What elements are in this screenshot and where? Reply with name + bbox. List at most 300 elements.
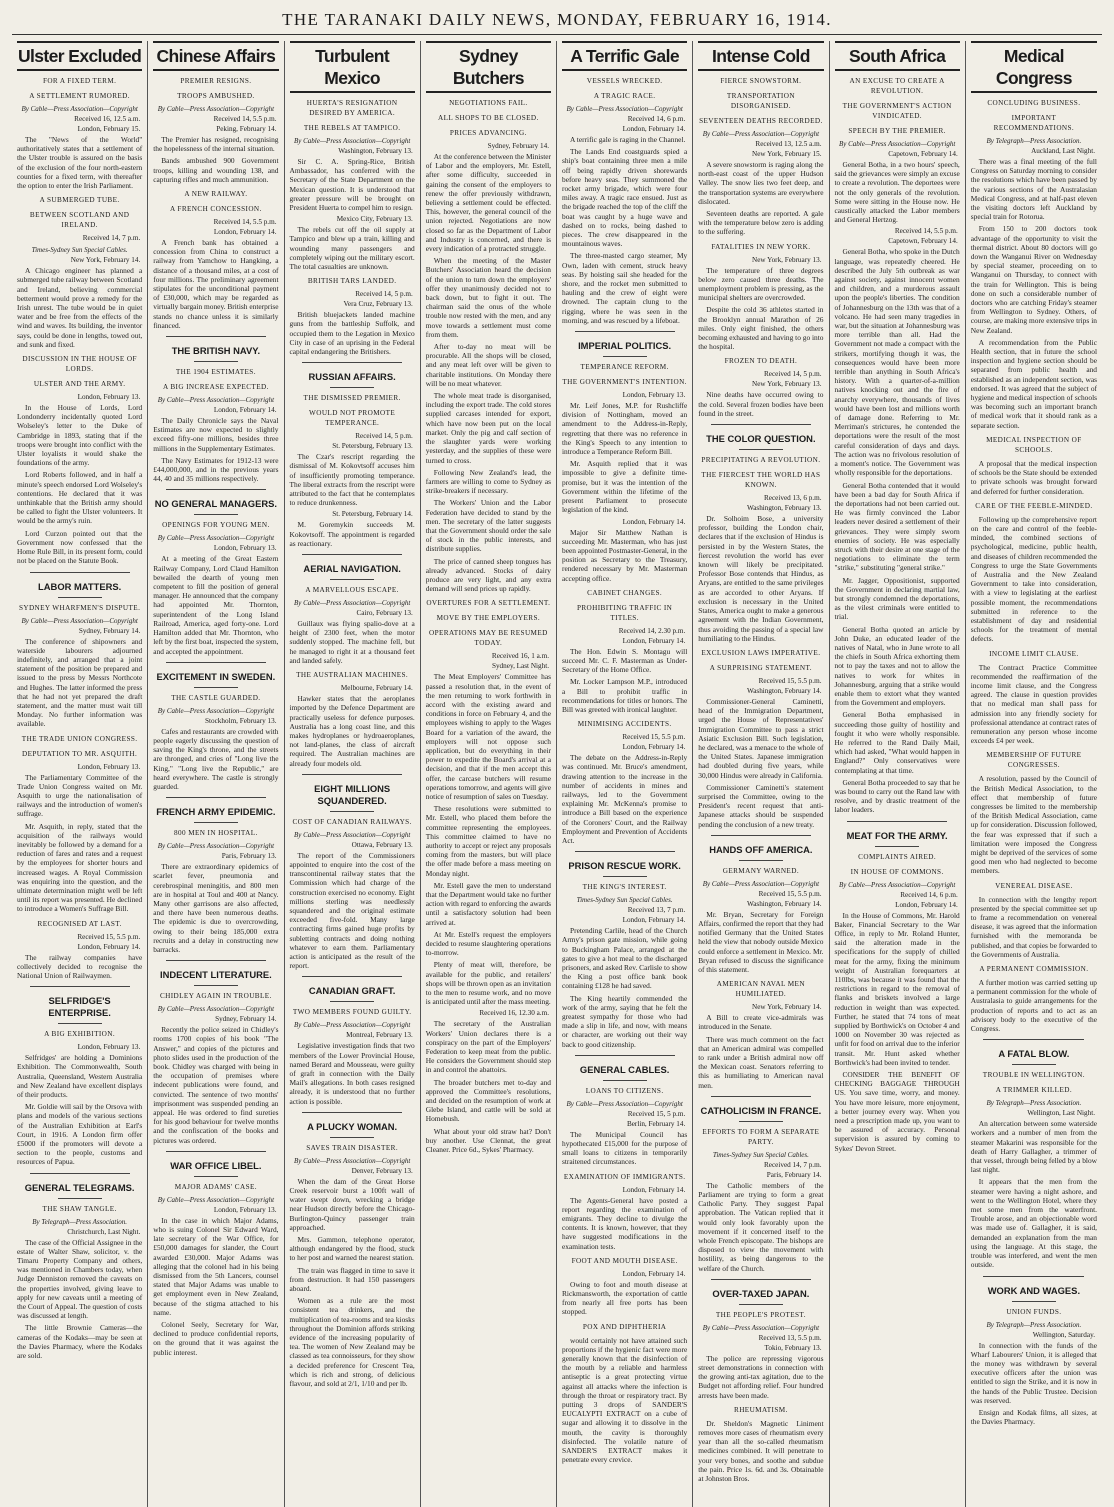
news-column — [285, 41, 421, 1507]
sub-headline: LOANS TO CITIZENS. — [585, 1086, 664, 1095]
section-headline: MEAT FOR THE ARMY. — [846, 829, 948, 841]
section-divider — [603, 1080, 647, 1081]
sub-headline: THE DISMISSED PREMIER. — [303, 394, 401, 403]
byline: By Cable—Press Association—Copyright — [293, 830, 411, 839]
section-divider — [603, 356, 647, 357]
byline: By Cable—Press Association—Copyright — [293, 1021, 411, 1030]
dateline: New York, February 15. — [752, 150, 822, 158]
article-paragraph: The price of canned sheep tongues has already advanced. Stocks of dairy produce are very light, and any extra demand will send prices up rapidly. — [425, 556, 551, 594]
section-headline: HANDS OFF AMERICA. — [709, 843, 813, 855]
section-divider — [30, 986, 130, 987]
article-paragraph: The Meat Employers' Committee has passed a resolution that, in the event of the men returning to work forthwith in accord with the existing award and conditions in force on February 4, and the employees wishing to apply to the Wages Board for a variation of the award, the employers will not oppose such application, but do everything in their power to expedite the Board's arrival at a decision, and that if the men accept this offer, the carcase butchers will resume operations tomorrow, and agents will give notice of resumption of sales on Tuesday. — [425, 672, 551, 801]
sub-headline: DISCUSSION IN THE HOUSE OF LORDS. — [22, 355, 137, 374]
article-paragraph: Women as a rule are the most consistent tea drinkers, and the multiplication of tea-rooms and tea kiosks throughout the Dominion affords striking evidence of the increasing popularity of tea. The women of New Zealand may be classed as tea connoisseurs, for they show a decided preference for Crescent Tea, which is rich and strong, of delicious flavour, and sold at 2/1, 1/10 and per lb. — [289, 1296, 415, 1389]
byline: By Cable—Press Association—Copyright — [157, 396, 275, 405]
sub-headline: OPENINGS FOR YOUNG MEN. — [162, 521, 270, 530]
article-paragraph: Mr. Bryan, Secretary for Foreign Affairs, confirmed the report that they had notified Germany that the United States held the view that nobody outside Mexico could enforce a settlement in Mexico. Mr. Bryan refused to discuss the significance of this statement. — [698, 909, 824, 974]
dateline: Washington, February 14. — [747, 899, 822, 908]
sub-headline: A BIG INCREASE EXPECTED. — [162, 383, 269, 392]
article-paragraph: The police are repressing vigorous street demonstrations in connection with the growing anti-tax agitation, due to the Budget not affording relief. Four hundred arrests have been made. — [698, 1353, 824, 1400]
dateline: London, February 14. — [622, 517, 686, 526]
section-divider — [58, 1198, 102, 1199]
dateline: London, February 14. — [895, 900, 958, 909]
sub-headline: A TRIMMER KILLED. — [995, 1086, 1073, 1095]
news-column — [830, 41, 966, 1507]
article-paragraph: A Bill to create vice-admirals was introduced in the Senate. — [698, 1013, 824, 1032]
news-column — [148, 41, 284, 1507]
sub-headline: COST OF CANADIAN RAILWAYS. — [292, 817, 412, 826]
sub-headline: PRICES ADVANCING. — [449, 129, 527, 137]
article-paragraph: After to-day no meat will be procurable. All the shops will be closed, and any meat left over will be given to charitable institutions. On Monday there will be no meat whatever. — [425, 342, 551, 388]
article-paragraph: Nine deaths have occurred owing to the cold. Several frozen bodies have been found in the street. — [698, 390, 824, 418]
article-paragraph: A French bank has obtained a concession from China to construct a railway from Yamchow to Hangking, a distance of a thousand miles, at a cost of four millions. The preliminary agreement stipulates for the unconditional payment of £30,000, which may be regarded as virtually bargain money. British enterprise stands no chance unless it is similarly financed. — [153, 238, 279, 330]
article-paragraph: The conference of shipowners and waterside labourers adjourned indefinitely, and arranged that a joint statement of the position be prepared and issued to the press by Messrs Northcote and Hughes. The latter informed the press that he had not yet prepared the draft statement, and the matter must wait till Monday. No further information was available. — [17, 636, 143, 729]
article-paragraph: The Municipal Council has hypothecated £15,000 for the purpose of small loans to citizens in temporarily straitened circumstances. — [562, 1129, 688, 1167]
article-paragraph: The "News of the World" authoritatively states that a settlement of the Ulster trouble is assured on the basis of the exclusion of the four north-eastern counties for a fixed term, with thereafter the option to enter the Irish Parliament. — [17, 135, 143, 191]
sub-headline: UNION FUNDS. — [1006, 1307, 1062, 1316]
article-paragraph: The case of the Official Assignee in the estate of Walter Shaw, solicitor, v. the Timaru Property Company and others, was mentioned in Chambers today, when Judge Denniston removed the caveats on the properties involved, giving leave to apply for new caveats until a meeting of the Court of Appeal. The question of costs was discussed at length. — [17, 1237, 143, 1321]
section-headline: SELFRIDGE'S ENTERPRISE. — [48, 995, 111, 1019]
sub-headline: THE CASTLE GUARDED. — [171, 693, 261, 702]
dateline: Sydney, February 14. — [78, 626, 141, 635]
column-headline: Turbulent Mexico — [290, 41, 415, 93]
article-paragraph: Sir C. A. Spring-Rice, British Ambassador, has conferred with the Secretary of the State Department on the Mexican question. It is understood that greater pressure will be brought on President Huerta to compel him to resign. — [289, 157, 415, 213]
section-headline: WAR OFFICE LIBEL. — [170, 1159, 262, 1171]
section-divider — [711, 1096, 811, 1097]
section-divider — [875, 846, 919, 847]
dateline: Stockholm, February 13. — [205, 716, 277, 725]
dateline: Received 13, 7 p.m. — [627, 906, 686, 915]
article-paragraph: The debate on the Address-in-Reply was continued. Mr. Bruce's amendment, drawing attention to the increase in the number of accidents in mines and railways, led to the Government explaining Mr. McKenna's promise to introduce a Bill based on the experience of the Coroners' Court, and the Railway Employment and Prevention of Accidents Act. — [562, 753, 688, 845]
dateline: Capetown, February 14. — [888, 237, 958, 246]
article-paragraph: General Botha proceeded to say that he was bound to carry out the Rand law with resolve, and by drastic treatment of the labor leaders. — [834, 777, 960, 815]
dateline: St. Petersburg, February 14. — [332, 510, 413, 519]
article-paragraph: At a meeting of the Great Eastern Railway Company, Lord Claud Hamilton bewailed the dearth of young men competent to fill the position of general manager. He announced that the company had appointed Mr. Thornton, superintendent of the Long Island Railroad, America, aged forty-one. Lord Hamilton added that Mr. Thornton, who left by the first boat, inspected the system, and accepted the appointment. — [153, 554, 279, 656]
dateline: Melbourne, February 14. — [340, 684, 413, 693]
sub-headline: CONCLUDING BUSINESS. — [987, 99, 1081, 107]
article-paragraph: When the meeting of the Master Butchers' Association heard the decision of the union to turn down the employers' offer they unanimously decided not to back down, but to fight it out. The chairman said the onus of the whole trouble now rested with the men, and any move towards a settlement must come from them. — [425, 256, 551, 339]
section-divider — [330, 811, 374, 812]
article-paragraph: The Daily Chronicle says the Naval Estimates are now expected to slightly exceed fifty-one millions, besides three millions in the Supplementary Estimates. — [153, 416, 279, 453]
dateline: Capetown, February 14. — [888, 150, 958, 158]
article-paragraph: In the House of Commons, Mr. Harold Baker, Financial Secretary to the War Office, in reply to Mr. Roland Hunter, said the alteration made in the specifications for the supply of chilled meat for the army, fixing the minimum weight of Australian forequarters at 110lbs, was because it was found that the restrictions in regard to the removal of flanks and briskets involved a large reduction in weight than was expected. Further, he stated that 74 tons of meat supplied by Borthwick's on October 4 and 1000 on November 30 was rejected as unfit for food on arrival due to the inferior transit. Mr. Hunt asked whether Borthwick's had been invited to tender. — [834, 910, 960, 1067]
article-paragraph: Bands ambushed 900 Government troops, killing and wounding 138, and capturing rifles and much ammunition. — [153, 156, 279, 184]
byline: Times-Sydney Sun Special Cables. — [31, 246, 128, 255]
dateline: Paris, February 14. — [766, 1170, 822, 1179]
article-paragraph: Owing to foot and mouth disease at Rickmansworth, the exportation of cattle from nearly all free ports has been stopped. — [562, 1279, 688, 1317]
article-paragraph: The Lands End coastguards spied a ship's boat containing three men a mile off being rapidly driven shorewards before heavy seas. They summoned the rocket army brigade, which were four miles away. A tragic race ensued. Just as the brigade reached the top of the cliff the boat was caught by a huge wave and dashed on to rocks, being dashed to pieces. The crew disappeared in the mountainous waves. — [562, 147, 688, 249]
article-paragraph: Recently the police seized in Chidley's rooms 1700 copies of his book "The Answer," and copies of the pictures and photo slides used in the production of the book. Chidley was charged with being in the occupation of premises where indecent publications were found, and convicted. The sentence of two months' imprisonment was suspended pending an appeal. He was ordered to find sureties for his good behaviour for twelve months and the confiscation of the books and pictures was ordered. — [153, 1025, 279, 1145]
section-divider — [166, 336, 266, 337]
section-divider — [575, 851, 675, 852]
dateline: Sydney, February 14. — [215, 1015, 277, 1024]
section-divider — [194, 361, 238, 362]
article-paragraph: The Premier has resigned, recognising the hopelessness of the internal situation. — [153, 135, 279, 154]
dateline: Received 13, 12.5 a.m. — [755, 140, 822, 148]
byline: By Telegraph—Press Association. — [986, 1320, 1082, 1329]
section-divider — [1012, 1301, 1056, 1302]
article-paragraph: Dr. Sheldon's Magnetic Liniment removes more cases of rheumatism every year than all the so-called rheumatism medicines combined. It will penetrate to your very bones, and soothe and subdue the pain. Price 1s. 6d. and 3s. Obtainable at Johnston Bros. — [698, 1418, 824, 1484]
section-headline: CANADIAN GRAFT. — [308, 985, 396, 997]
byline: By Cable—Press Association—Copyright — [21, 105, 138, 113]
sub-headline: COMPLAINTS AIRED. — [858, 852, 937, 861]
sub-headline: INCOME LIMIT CLAUSE. — [989, 649, 1079, 658]
dateline: London, February 14. — [622, 743, 686, 752]
news-column — [557, 41, 693, 1507]
dateline: Received 14, 5 p.m. — [355, 432, 413, 441]
article-paragraph: The temperature of three degrees below zero caused three deaths. The unemployment problem is pressing, as the municipal shelters are overcrowded. — [698, 265, 824, 303]
section-divider — [983, 1039, 1084, 1040]
article-paragraph: General Botha contended that it would have been a bad day for South Africa if the deportations had not been carried out. He was firmly convinced the Labor leaders never desired a settlement of their grievances. They were simply sworn enemies of society. He was especially struck with their desire at one stage of the negotiations to eliminate the term "strike," substituting "general strike." — [834, 480, 960, 573]
dateline: London, February 13. — [213, 544, 277, 553]
section-headline: EIGHT MILLIONS SQUANDERED. — [314, 782, 391, 806]
byline: By Cable—Press Association—Copyright — [838, 140, 956, 148]
section-headline: OVER-TAXED JAPAN. — [712, 1287, 810, 1299]
sub-headline: TRANSPORTATION DISORGANISED. — [726, 92, 795, 110]
sub-headline: A PERMANENT COMMISSION. — [979, 965, 1089, 974]
article-paragraph: The King heartily commended the work of the army, saying that he felt the greatest sympathy for those who had made a slip in life, and now, with means or character, are working out their way back to good citizenship. — [562, 993, 688, 1049]
sub-headline: A SUBMERGED TUBE. — [39, 196, 120, 205]
dateline: Cairo, February 13. — [356, 609, 413, 618]
dateline: London, February 14. — [213, 228, 277, 237]
byline: By Telegraph—Press Association. — [986, 137, 1082, 145]
section-divider — [302, 976, 402, 977]
article-paragraph: Mr. Goldie will sail by the Orsova with plans and models of the various sections of the Australian Exhibition at Earl's Court, in 1916. A London firm offer £5000 if the promoters will devote a section to the people, customs and resources of Papua. — [17, 1102, 143, 1167]
article-paragraph: Mr. Locker Lampson M.P., introduced a Bill to prohibit traffic in recommendations for titles or honors. The Bill was greeted with ironical laughter. — [562, 677, 688, 714]
article-paragraph: These resolutions were submitted to Mr. Estell, who placed them before the committee representing the employees. This committee claimed to have no authority to accept or reject any proposals coming from the masters, but will place the offer made before a mass meeting on Monday night. — [425, 804, 551, 878]
section-headline: NO GENERAL MANAGERS. — [154, 498, 277, 510]
sub-headline: IN HOUSE OF COMMONS. — [850, 867, 944, 876]
sub-headline: FIERCE SNOWSTORM. — [720, 77, 802, 85]
sub-headline: DEPUTATION TO MR. ASQUITH. — [22, 749, 138, 758]
sub-headline: HUERTA'S RESIGNATION DESIRED BY AMERICA. — [306, 99, 398, 117]
article-paragraph: Guillaux was flying spalio-dove at a height of 2300 feet, when the motor suddenly stopped. The machine fell, but he managed to right it at a thousand feet and landed safely. — [289, 619, 415, 665]
section-divider — [302, 1112, 402, 1113]
article-paragraph: General Botha, in a two hours' speech, said the grievances were simply an excuse to create a revolution. The deportees were not the only generals of the revolution. Some were sitting in the House now. He caustically attacked the Labor members and General Hertzog. — [834, 160, 960, 225]
section-headline: CATHOLICISM IN FRANCE. — [700, 1104, 822, 1116]
byline: By Cable—Press Association—Copyright — [157, 105, 275, 113]
dateline: London, February 14. — [622, 1185, 686, 1194]
article-paragraph: The broader butchers met to-day and approved the Committee's resolutions, and decided on the resumption of work at Glebe Island, and cattle will be sold at Homebush. — [425, 1077, 551, 1124]
article-paragraph: The Catholic members of the Parliament are trying to form a great Catholic Party. They suggest Papal approbation. The Vatican replied that it would only look favorably upon the movement if it concerned itself to the whole French episcopate. The bishops are disposed to view the movement with hostility, as being dangerous to the welfare of the Church. — [698, 1180, 824, 1273]
section-headline: PRISON RESCUE WORK. — [568, 860, 681, 872]
dateline: London, February 14. — [213, 406, 277, 415]
article-paragraph: It appears that the men from the steamer were having a night ashore, and went to the Wellington Hotel, where they met some men from the waterfront. Trouble arose, and an objectionable word was made use of. Gallagher, it is said, demanded an explanation from the man using the language. At this stage, the trouble was interfered, and went the men outside. — [970, 1177, 1097, 1270]
sub-headline: THE SHAW TANGLE. — [42, 1204, 117, 1213]
article-paragraph: Lord Curzon pointed out that the Government now confessed that the Home Rule Bill, in its present form, could not be placed on the Statute Book. — [17, 528, 143, 566]
article-paragraph: General Botha emphasised in succeeding those guilty of hostility and fought it who were wholly responsible. He referred to the Rand Daily Mail, which had asked, "What would happen in England?" Only conservatives were contemplating at that time. — [834, 710, 960, 775]
sub-headline: PRECIPITATING A REVOLUTION. — [701, 456, 821, 465]
article-paragraph: Selfridges' are holding a Dominions Exhibition. The Commonwealth, South Australia, Queensland, Western Australia and New Zealand have excellent displays of their products. — [17, 1053, 143, 1099]
article-paragraph: Mrs. Gammon, telephone operator, although endangered by the flood, stuck to her post and warned the nearest station. — [289, 1235, 415, 1263]
sub-headline: EXCLUSION LAWS IMPERATIVE. — [701, 648, 821, 657]
dateline: Received 14, 5 p.m. — [355, 290, 413, 299]
section-divider — [166, 797, 266, 798]
article-paragraph: M. Goremykin succeeds M. Kokovtsoff. The appointment is regarded as reactionary. — [289, 520, 415, 548]
article-paragraph: Mr. Estell gave the men to understand that the Department would take no further action with regard to enforcing the awards until a satisfactory solution had been arrived at. — [425, 880, 551, 927]
section-headline: EXCITEMENT IN SWEDEN. — [156, 670, 276, 682]
sub-headline: BRITISH TARS LANDED. — [307, 277, 397, 286]
article-paragraph: Following New Zealand's lead, the farmers are willing to come to Sydney as strike-breakers if necessary. — [425, 467, 551, 496]
sub-headline: SPEECH BY THE PREMIER. — [848, 127, 946, 135]
sub-headline: A FRENCH CONCESSION. — [170, 205, 262, 214]
section-headline: IMPERIAL POLITICS. — [578, 340, 672, 352]
dateline: Received 16, 12.5 a.m. — [74, 115, 141, 123]
section-headline: INDECENT LITERATURE. — [159, 969, 272, 981]
article-paragraph: An altercation between some waterside workers and a number of men from the steamer Makarini was responsible for the death of Harry Gallagher, a trimmer of that vessel, through being felled by a blow last night. — [970, 1119, 1097, 1175]
sub-headline: IMPORTANT RECOMMENDATIONS. — [993, 114, 1075, 132]
sub-headline: WOULD NOT PROMOTE TEMPERANCE. — [309, 409, 396, 428]
dateline: Received 13, 6 p.m. — [764, 494, 822, 503]
article-paragraph: The Czar's rescript regarding the dismissal of M. Kokovtsoff accuses him of insufficiently promoting temperance. The liberal extracts from the rescript were attributed to the fact that he contemplates to reduce drunkenness. — [289, 452, 415, 508]
dateline: Received 14, 5.5 p.m. — [213, 115, 277, 123]
dateline: Berlin, February 14. — [626, 1119, 686, 1128]
article-paragraph: A proposal that the medical inspection of schools be the State should be extended to private schools was brought forward and deferred for further consideration. — [970, 458, 1097, 496]
section-headline: FRENCH ARMY EPIDEMIC. — [156, 806, 276, 818]
section-divider — [739, 1304, 783, 1305]
section-headline: LABOR MATTERS. — [38, 580, 122, 592]
byline: By Cable—Press Association—Copyright — [838, 880, 956, 889]
sub-headline: GERMANY WARNED. — [722, 866, 800, 875]
section-divider — [711, 424, 811, 425]
article-paragraph: A resolution, passed by the Council of the British Medical Association, to the effect that membership of future congresses be limited to the membership of the British Medical Association, came up for consideration. Discussion followed, the fear was expressed that if such a limitation were imposed the Congress might be deprived of the services of some good men who had neglected to become members. — [970, 774, 1097, 876]
article-paragraph: There are extraordinary epidemics of scarlet fever, pneumonia and cerebrospinal meningitis, and 800 men are in hospital at Toul and 400 at Nancy. Many other garrisons are also affected, and there have been numerous deaths. The epidemic is due to overcrowding, owing to their being 185,000 extra recruits and a delay in constructing new barracks. — [153, 862, 279, 954]
article-paragraph: Mr. Asquith, in reply, stated that the acquisition of the railways would inevitably be followed by a demand for a reduction of fares and rates and a request by the employees for shorter hours and increased wages. A Royal Commission was enquiring into the question, and the ultimate determination might well be left until its report was presented. He declined to introduce a Women's Suffrage Bill. — [17, 821, 143, 914]
byline: By Cable—Press Association—Copyright — [157, 534, 275, 543]
article-paragraph: would certainly not have attained such proportions if the hygienic fact were more generally known that the disinfection of the mouth by a reliable and harmless antiseptic is a great protecting virtue against all attacks where the infection is through the throat or respiratory tract. By putting 3 drops of SANDER'S EUCALYPTI EXTRACT on a cube of sugar and allowing it to dissolve in the mouth, the cavity is thoroughly disinfected. The volatile nature of SANDER'S EXTRACT makes it penetrate every crevice. — [562, 1335, 688, 1465]
sub-headline: AN EXCUSE TO CREATE A REVOLUTION. — [849, 77, 945, 95]
sub-headline: FROZEN TO DEATH. — [724, 357, 798, 366]
section-divider — [302, 554, 402, 555]
dateline: Christchurch, Last Night. — [67, 1227, 141, 1236]
section-divider — [194, 985, 238, 986]
article-paragraph: The Hon. Edwin S. Montagu will succeed Mr. C. F. Masterman as Under-Secretary of the Home Office. — [562, 646, 688, 675]
article-paragraph: Mr. Jagger, Oppositionist, supported the Government in declaring martial law, but strongly condemned the deportations, as the vilest criminals were entitled to trial. — [834, 575, 960, 622]
sub-headline: TEMPERANCE REFORM. — [580, 363, 669, 372]
dateline: Received 14, 6 p.m. — [627, 115, 686, 123]
byline: By Cable—Press Association—Copyright — [157, 706, 275, 715]
article-paragraph: What about your old straw hat? Don't buy another. Use Clennat, the great Cleaner. Price 6d., Sykes' Pharmacy. — [425, 1126, 551, 1155]
dateline: Washington, February 13. — [747, 504, 822, 513]
article-paragraph: Pretending Carlile, head of the Church Army's prison gate mission, while going to Buckingham Palace, arranged at the gates to give a hot meal to the discharged prisoners, and asked Rev. Carlisle to show the King a post office bank book containing £128 he had saved. — [562, 926, 688, 991]
dateline: Wellington, Last Night. — [1027, 1109, 1095, 1118]
section-divider — [302, 362, 402, 363]
column-headline: Sydney Butchers — [426, 41, 551, 93]
section-divider — [30, 1173, 130, 1174]
article-paragraph: A further motion was carried setting up a permanent commission for the whole of Australasia to guide arrangements for the production of reports and to act as an advisory body to the executive of the Congress. — [970, 978, 1097, 1034]
sub-headline: CHIDLEY AGAIN IN TROUBLE. — [159, 992, 272, 1001]
sub-headline: BETWEEN SCOTLAND AND IRELAND. — [29, 211, 130, 230]
article-paragraph: General Botha, who spoke in the Dutch language, was repeatedly cheered. He described the July 5th outbreak as war against society, against innocent women and children, and a murderous assault upon the people's liberties. The condition of Johannesburg on the 13th was that of a volcano. He had seen many tragedies in war, but the situation at Johannesburg was more terrible than all. Had the Government not made a compact with the strikers, mortifying though it was, the consequences would have been more terrible than anything in South Africa's history. With a quarter-of-a-million natives knocking out and the fire of anarchy everywhere, thousands of lives would have been lost and millions worth of damage done. Referring to Mr. Merriman's strictures, he contended the deportations were the result of the most careful consideration of days and days. The action was no frivolous resolution of a moment's notice. The Government was wholly responsible for the deportations. — [834, 247, 960, 478]
article-paragraph: Ensign and Kodak films, all sizes, at the Davies Pharmacy. — [970, 1407, 1097, 1427]
byline: By Cable—Press Association—Copyright — [21, 616, 138, 625]
dateline: Washington, February 13. — [338, 147, 413, 155]
article-paragraph: British bluejackets landed machine guns from the battleship Suffolk, and occupied them to the Legation in Mexico City in case of an uprising in the Federal capital endangering the Britishers. — [289, 310, 415, 357]
dateline: Received 16, 1 a.m. — [491, 652, 549, 661]
section-divider — [166, 489, 266, 490]
section-divider — [711, 1279, 811, 1280]
article-paragraph: The secretary of the Australian Workers' Union declares there is a conspiracy on the part of the Employers' Federation to keep meat from the public. He considers the Government should step in and control the abattoirs. — [425, 1019, 551, 1075]
dateline: Received 15, 5.5 p.m. — [622, 733, 686, 742]
article-paragraph: Major Sir Matthew Nathan is succeeding Mr. Masterman, who has just been appointed Postmaster-General, in the position as Secretary to the Treasury, rendered necessary by Mr. Masterman accepting office. — [562, 527, 688, 583]
dateline: Denver, February 13. — [351, 1166, 413, 1175]
article-paragraph: In connection with the lengthy report presented by the special committee set up to frame a recommendation on venereal disease, it was agreed that the information furnished with the memoranda be published, and that copies be forwarded to the Governments of Australia. — [970, 894, 1097, 959]
byline: By Cable—Press Association—Copyright — [702, 130, 820, 138]
sub-headline: PREMIER RESIGNS. — [180, 77, 252, 85]
sub-headline: THE PEOPLE'S PROTEST. — [715, 1310, 806, 1319]
sub-headline: THE TRADE UNION CONGRESS. — [21, 734, 138, 743]
sub-headline: THE GOVERNMENT'S INTENTION. — [562, 378, 687, 387]
article-paragraph: Mr. Leif Jones, M.P. for Rushcliffe division of Nottingham, moved an amendment to the Address-in-Reply, regretting that there was no reference in the King's Speech to any intention to introduce a Temperance Reform Bill. — [562, 401, 688, 457]
dateline: London, February 13. — [622, 391, 686, 400]
sub-headline: A BIG EXHIBITION. — [44, 1030, 116, 1039]
article-paragraph: The Navy Estimates for 1912-13 were £44,000,000, and in the previous years 44, 40 and 35 millions respectively. — [153, 455, 279, 484]
byline: By Cable—Press Association—Copyright — [293, 1156, 411, 1165]
dateline: New York, February 14. — [752, 1003, 822, 1012]
section-headline: GENERAL CABLES. — [579, 1063, 670, 1075]
article-paragraph: The railway companies have collectively decided to recognise the National Union of Railwaymen. — [17, 952, 143, 980]
sub-headline: ULSTER AND THE ARMY. — [33, 380, 126, 389]
dateline: London, February 14. — [622, 916, 686, 925]
article-paragraph: General Botha quoted an article by John Duke, an educated leader of the natives of Natal, who in June wrote to all the chiefs in South Africa exhorting them not to pay the taxes and not to allow the natives to work for whites in Johannesburg, arguing that a strike would enable them to extort what they wanted from the Government and employers. — [834, 624, 960, 708]
section-headline: AERIAL NAVIGATION. — [303, 563, 401, 575]
dateline: Sydney, Last Night. — [491, 662, 549, 671]
article-paragraph: In connection with the funds of the Wharf Labourers' Union, it is alleged that the money was withdrawn by several executive officers after the union was entitled to sign the Strike, and it is now in the hands of the Public Trustee. Decision was reserved. — [970, 1340, 1097, 1405]
column-headline: Medical Congress — [971, 41, 1097, 93]
dateline: Received 15, 5.5 p.m. — [77, 932, 141, 941]
byline: By Cable—Press Association—Copyright — [157, 1005, 275, 1014]
article-paragraph: A terrific gale is raging in the Channel. — [570, 135, 686, 144]
section-divider — [166, 662, 266, 663]
sub-headline: RECOGNISED AT LAST. — [37, 919, 122, 928]
sub-headline: MEDICAL INSPECTION OF SCHOOLS. — [986, 435, 1082, 454]
article-paragraph: Mr. Asquith replied that it was impossible to give a definite time-promise, but it was the intention of the Government within the lifetime of the present Parliament to prosecute legislation of the kind. — [562, 459, 688, 515]
byline: By Telegraph—Press Association. — [986, 1099, 1082, 1108]
dateline: London, February 14. — [622, 125, 686, 133]
sub-headline: THE GOVERNMENT'S ACTION VINDICATED. — [842, 102, 952, 120]
dateline: Wellington, Saturday. — [1032, 1330, 1095, 1339]
article-paragraph: Following up the comprehensive report on the care and control of the feeble-minded, the combined sections of psychological, medicine, public health, and diseases of children recommended the Congress to urge the State Governments of Australia and the New Zealand Government to take into consideration, with a view to legislating at the earliest possible moment, the recommendations submitted in reference to the establishment of day and residential schools for the treatment of mental defects. — [970, 514, 1097, 644]
section-headline: WORK AND WAGES. — [987, 1284, 1081, 1296]
article-paragraph: The little Brownie Cameras—the cameras of the Kodaks—may be seen at the Davies Pharmacy, where the Kodaks are sold. — [17, 1323, 143, 1361]
section-divider — [847, 821, 947, 822]
dateline: London, February 13. — [77, 1043, 141, 1052]
byline: By Cable—Press Association—Copyright — [566, 1099, 683, 1108]
byline: By Cable—Press Association—Copyright — [566, 105, 683, 113]
article-paragraph: Legislative investigation finds that two members of the Lower Provincial House, named Berard and Mousseau, were guilty of graft in connection with the Daily Mail's allegations. In both cases resigned already, it is understood that no further action is possible. — [289, 1041, 415, 1106]
dateline: Auckland, Last Night. — [1031, 147, 1095, 155]
sub-headline: THE 1904 ESTIMATES. — [175, 368, 256, 377]
section-divider — [330, 579, 374, 580]
dateline: London, February 14. — [77, 942, 141, 951]
article-paragraph: Commissioner Caminetti's statement surprised the Committee, owing to the President's recent request that anti-Japanese attacks should be suspended pending the conclusion of a new treaty. — [698, 782, 824, 829]
article-paragraph: Commissioner-General Caminetti, head of the Immigration Department, urged the House of Representatives' Immigration Committee to pass a strict Asiatic Exclusion Bill. Such legislation, he declared, was a menace to the whole of the United States. Japanese immigration had doubled during five years, while 30,000 Hindus were already in California. — [698, 696, 824, 780]
dateline: St. Petersburg, February 13. — [332, 442, 413, 451]
article-paragraph: The Agents-General have posted a report regarding the examination of emigrants. They decline to divulge the contents. It is known, however, that they have suggested modifications in the examination tests. — [562, 1195, 688, 1251]
sub-headline: VENEREAL DISEASE. — [995, 881, 1073, 890]
byline: By Cable—Press Association—Copyright — [157, 842, 275, 851]
section-divider — [194, 687, 238, 688]
column-headline: Ulster Excluded — [17, 41, 142, 71]
article-paragraph: At Mr. Estell's request the employers decided to resume slaughtering operations to-morrow. — [425, 929, 551, 958]
byline: Times-Sydney Sun Special Cables. — [576, 896, 673, 905]
byline: By Cable—Press Association—Copyright — [157, 1195, 275, 1204]
section-headline: GENERAL TELEGRAMS. — [24, 1181, 135, 1193]
article-paragraph: Plenty of meat will, therefore, be available for the public, and retailers' shops will be thrown open as an invitation to the men to resume work, and no move is anticipated until after the mass meeting. — [425, 960, 551, 1007]
byline: By Telegraph—Press Association. — [32, 1217, 128, 1226]
section-divider — [330, 1137, 374, 1138]
dateline: Mexico City, February 13. — [336, 215, 413, 224]
column-headline: South Africa — [835, 41, 960, 71]
sub-headline: OPERATIONS MAY BE RESUMED TODAY. — [429, 629, 548, 648]
dateline: Received 14, 7 p.m. — [82, 234, 141, 243]
article-paragraph: Despite the cold 36 athletes started in the Brooklyn annual Marathon of 26 miles. Only eight finished, the others becoming exhausted and having to go into the hospital. — [698, 305, 824, 352]
sub-headline: FATALITIES IN NEW YORK. — [711, 242, 811, 251]
section-divider — [58, 597, 102, 598]
dateline: London, February 14. — [622, 636, 686, 645]
article-paragraph: In the case in which Major Adams, who is suing Colonel Sir Edward Ward, late secretary of the War Office, for £50,000 damages for slander, the Court awarded £30,000. Major Adams was alleging that the colonel had in his being dismissed from the 5th Lancers, counsel stated that Major Adams was unable to get employment even in New Zealand, because of the stigma attached to his name. — [153, 1215, 279, 1317]
sub-headline: EXAMINATION OF IMMIGRANTS. — [563, 1172, 686, 1181]
article-paragraph: Lord Roberts followed, and in half a minute's speech endorsed Lord Wolseley's contentions. He declared that it was unthinkable that the British army should be called to fight the Ulster volunteers. It would be the army's ruin. — [17, 470, 143, 526]
byline: By Cable—Press Association—Copyright — [702, 879, 820, 888]
column-headline: Chinese Affairs — [153, 41, 278, 71]
sub-headline: THE AUSTRALIAN MACHINES. — [296, 671, 409, 680]
byline: By Cable—Press Association—Copyright — [293, 599, 411, 608]
section-divider — [330, 387, 374, 388]
article-paragraph: The Contract Practice Committee recommended the reaffirmation of the income limit clause, and the Congress agreed. The clause in question provides that no medical man shall pass for admission into any friendly society for professional attendance at contract rates of remuneration any person whose income exceeds £4 per week. — [970, 662, 1097, 746]
news-column — [966, 41, 1102, 1507]
article-paragraph: The report of the Commissioners appointed to enquire into the cost of the transcontinental railway states that the Commission which had charge of the construction exercised no economy. Eight millions sterling was needlessly squandered and the original estimate exceeded five-fold. Many large contracting firms gained huge profits by subletting contracts and doing nothing whatever to earn them. Parliamentary action is anticipated as the result of the report. — [289, 850, 415, 971]
sub-headline: MINIMISING ACCIDENTS. — [577, 720, 672, 729]
sub-headline: A MARVELLOUS ESCAPE. — [305, 586, 399, 595]
dateline: Sydney, February 14. — [487, 142, 549, 150]
article-paragraph: The Parliamentary Committee of the Trade Union Congress waited on Mr. Asquith to urge the nationalisation of railways and the introduction of women's suffrage. — [17, 772, 143, 819]
article-paragraph: Dr. Solhoim Bose, a university professor, building the London chair, declares that if the exclusion of Hindus is persisted in by the Western States, the fiercest revolution the world has ever known will likely be precipitated. Professor Bose contends that Hindus, as Aryans, are entitled to the same privileges as are accorded to other Aryans. If exclusion is necessary in the United States, America ought to make a generous agreement with the Indian Government, thus avoiding the passing of a special law humiliating to the Hindus. — [698, 514, 824, 643]
article-paragraph: CONSIDER THE BENEFIT OF CHECKING BAGGAGE THROUGH US. You save time, worry, and money. You have more leisure, more enjoyment, a better journey every way. When you need a prescription made up, you want to be assured of accuracy. Personal supervision is assured by coming to Sykes' Devon Street. — [834, 1070, 960, 1153]
dateline: Received 13, 5.5 p.m. — [758, 1333, 822, 1342]
news-column — [693, 41, 829, 1507]
sub-headline: SYDNEY WHARFMEN'S DISPUTE. — [18, 603, 141, 612]
news-column — [12, 41, 148, 1507]
section-divider — [575, 331, 675, 332]
sub-headline: RHEUMATISM. — [734, 1405, 788, 1414]
columns-container — [12, 41, 1102, 1507]
sub-headline: CARE OF THE FEEBLE-MINDED. — [975, 501, 1093, 510]
sub-headline: PROHIBITING TRAFFIC IN TITLES. — [576, 603, 673, 622]
dateline: Tokio, February 13. — [764, 1343, 822, 1352]
section-divider — [1012, 1064, 1056, 1065]
sub-headline: OVERTURES FOR A SETTLEMENT. — [426, 599, 551, 608]
section-divider — [194, 822, 238, 823]
byline: By Cable—Press Association—Copyright — [702, 1323, 820, 1332]
sub-headline: VESSELS WRECKED. — [586, 77, 663, 85]
sub-headline: MOVE BY THE EMPLOYERS. — [436, 614, 541, 623]
dateline: London, February 13. — [213, 1205, 277, 1214]
article-paragraph: Hawker states that the aeroplanes imported by the Defence Department are practically useless for defence purposes. Australia has a long coast line, and this makes hydroplanes or hydroaeroplanes, not land-planes, the class of aircraft required. The Australian machines are already four models old. — [289, 694, 415, 768]
article-paragraph: The whole meat trade is disorganised, including the export trade. The cold stores supplied carcases intended for export, which have now been put on the local market. Only the pig and calf section of the slaughter yards were working yesterday, and the supplies of these were turned to cross. — [425, 391, 551, 465]
section-divider — [575, 1055, 675, 1056]
article-paragraph: The three-masted cargo steamer, My Own, laden with cement, struck heavy seas. By hoisting sail she headed for the shore, and the rocket men submitted to hauling and the crew of eight were drowned. The captain clung to the rigging, where he was seen in the morning, and was rescued by a lifeboat. — [562, 251, 688, 325]
sub-headline: THE REBELS AT TAMPICO. — [303, 124, 401, 132]
section-headline: A PLUCKY WOMAN. — [307, 1120, 398, 1132]
sub-headline: A SURPRISING STATEMENT. — [709, 663, 812, 672]
dateline: Paris, February 13. — [221, 852, 277, 861]
sub-headline: CABINET CHANGES. — [587, 588, 663, 597]
article-paragraph: Seventeen deaths are reported. A gale with the temperature below zero is adding to the suffering. — [698, 209, 824, 237]
article-paragraph: At the conference between the Minister of Labor and the employers, Mr. Estell, after some difficulty, succeeded in gaining the consent of the employers to renew the offer previously withdrawn, believing a settlement could be effected. This, however, the general council of the union rejected. Negotiations are now closed so far as the Department of Labor and Industry is concerned, and there is every indication of a protracted struggle. — [425, 152, 551, 254]
sub-headline: MEMBERSHIP OF FUTURE CONGRESSES. — [986, 751, 1082, 770]
section-headline: RUSSIAN AFFAIRS. — [308, 371, 396, 383]
